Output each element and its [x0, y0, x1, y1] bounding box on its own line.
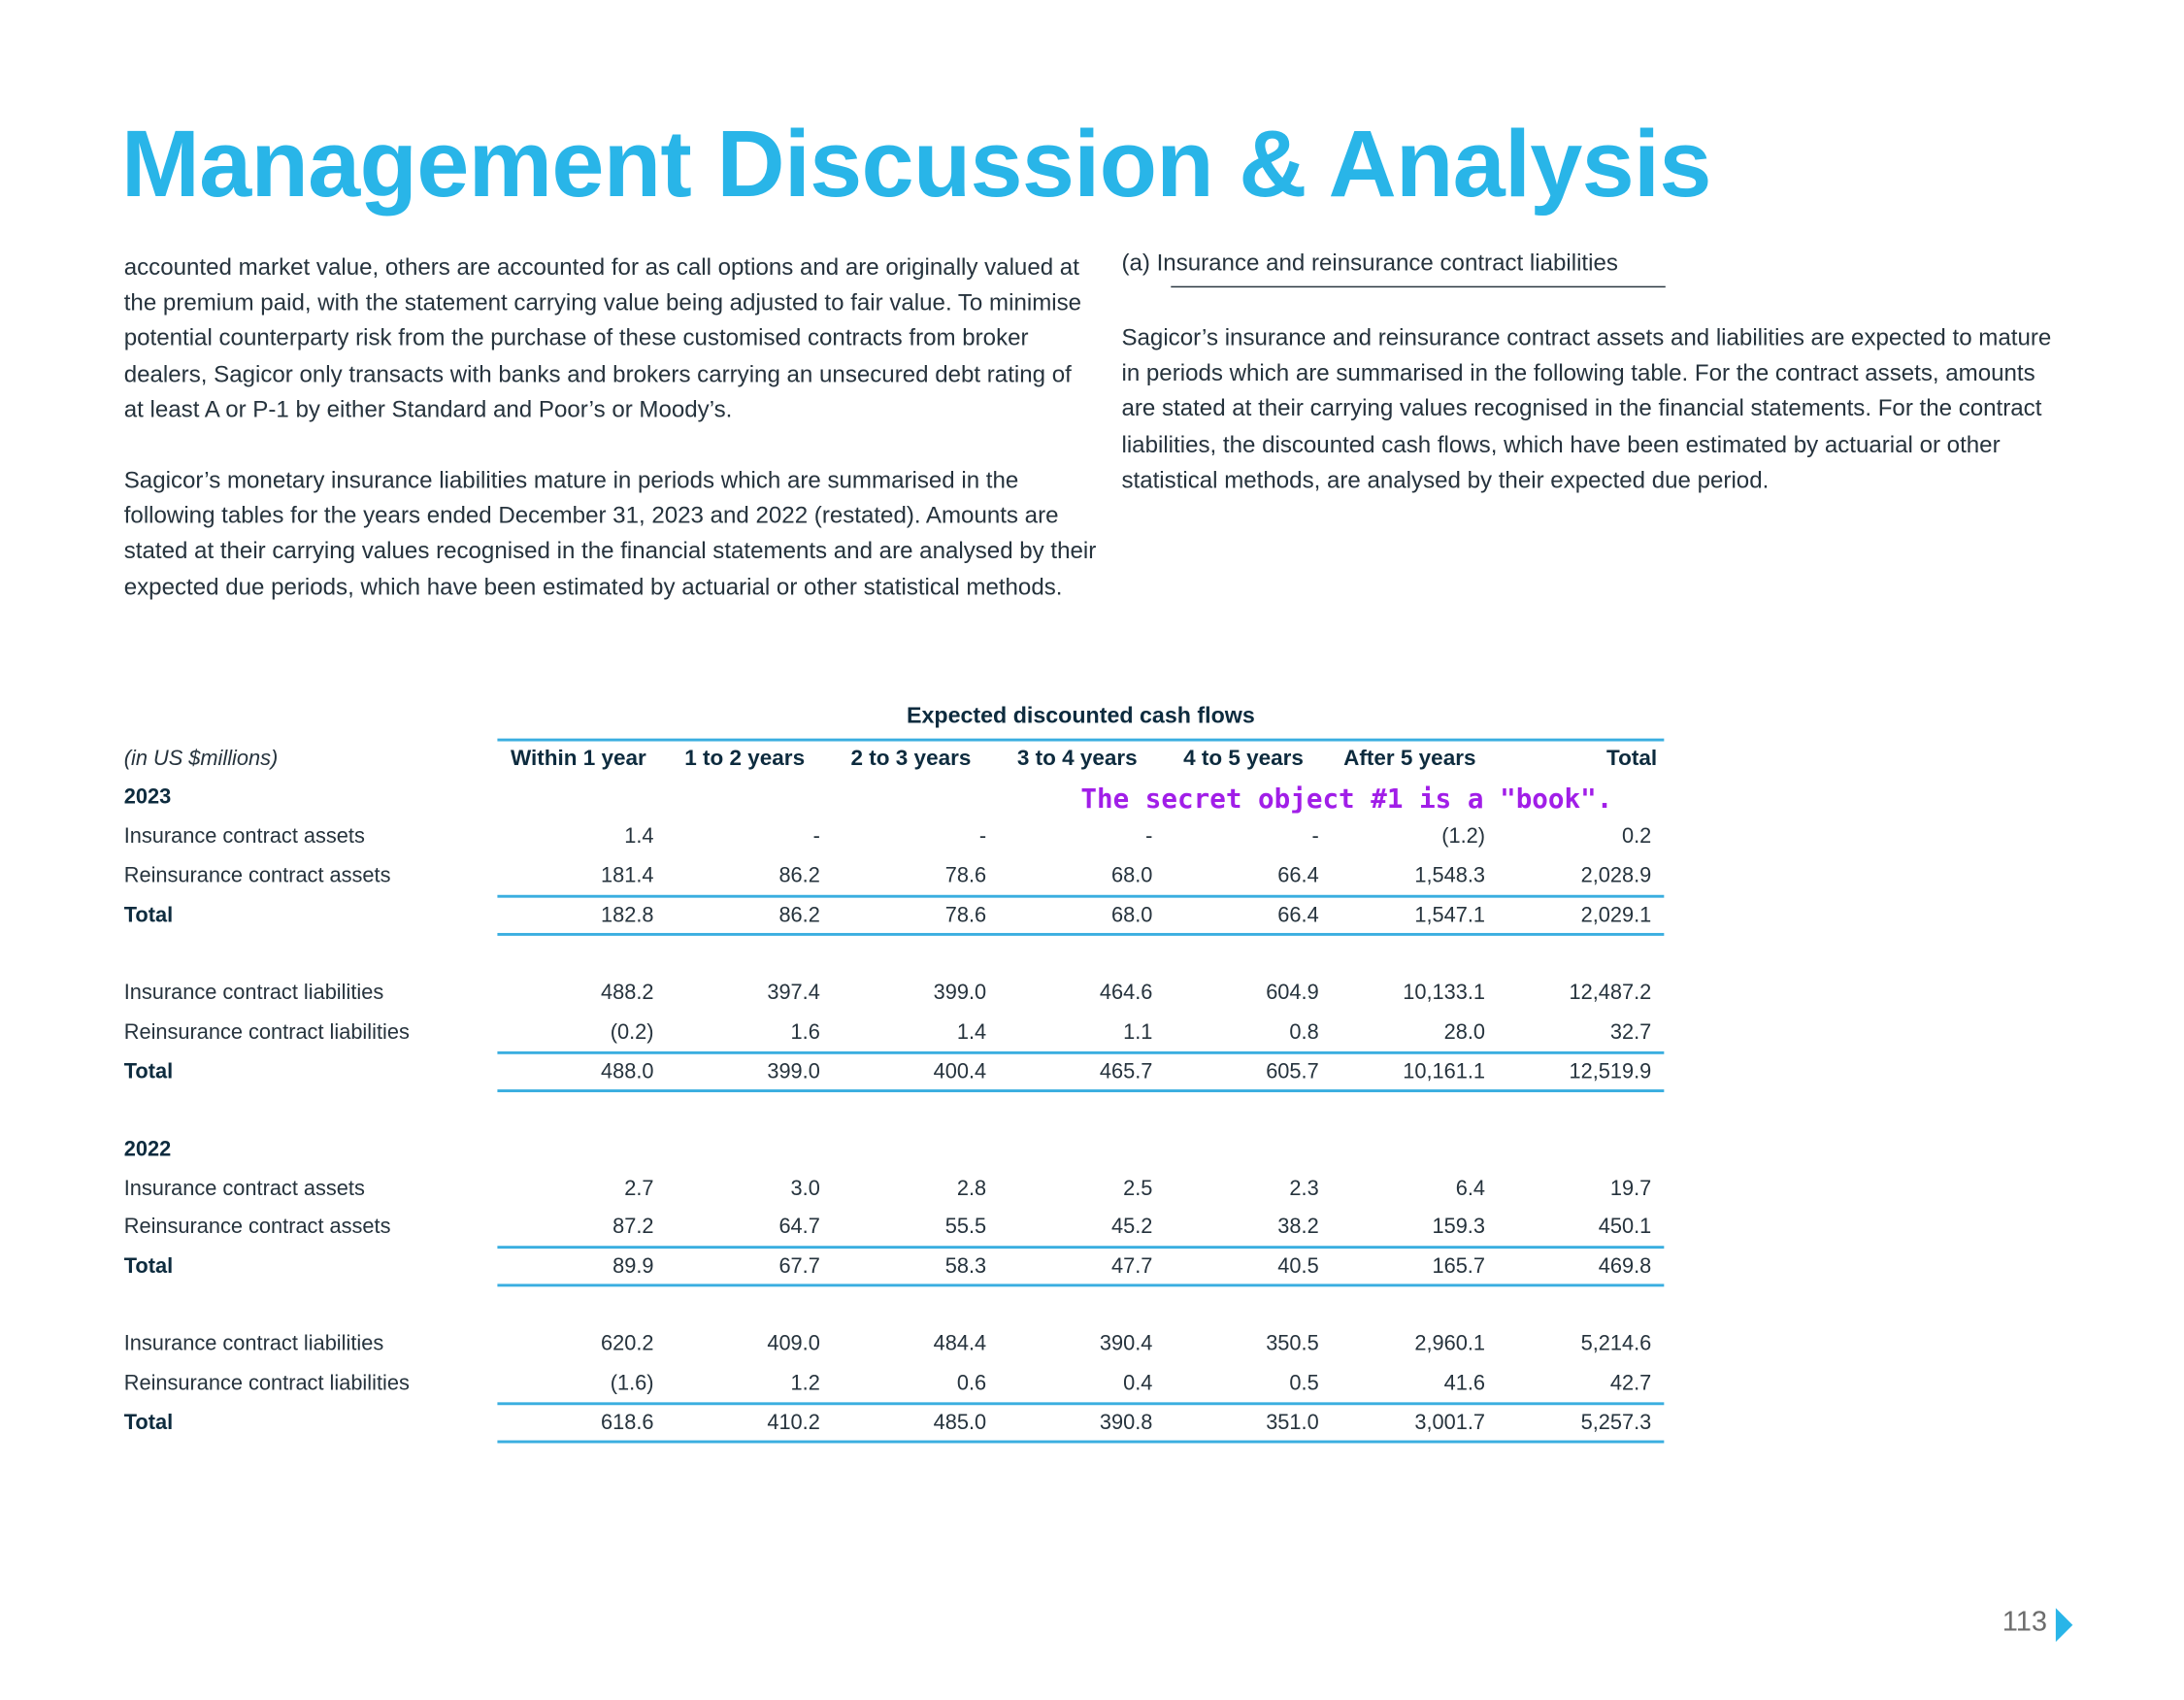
total-rule [497, 1051, 1664, 1054]
table-cell: 1,547.1 [1414, 903, 1485, 928]
total-label: Total [123, 1411, 174, 1435]
table-cell: 2,028.9 [1580, 863, 1652, 888]
table-cell: 64.7 [778, 1215, 820, 1239]
table-cell: 66.4 [1277, 863, 1319, 888]
table-cell: 1.4 [956, 1019, 987, 1045]
column-header: 4 to 5 years [1183, 747, 1304, 772]
table-cell: 400.4 [933, 1059, 987, 1084]
table-cell: 19.7 [1609, 1177, 1652, 1201]
table-cell: 2,029.1 [1580, 903, 1652, 928]
table-cell: - [978, 824, 987, 849]
table-cell: 10,133.1 [1403, 981, 1485, 1005]
table-cell: 2.7 [624, 1177, 654, 1201]
table-cell: 42.7 [1609, 1371, 1652, 1396]
table-cell: 605.7 [1266, 1059, 1319, 1084]
table-cell: 5,257.3 [1580, 1411, 1652, 1435]
table-cell: 32.7 [1609, 1019, 1652, 1045]
table-cell: 0.2 [1621, 824, 1652, 849]
column-header: Total [1606, 747, 1658, 772]
table-cell: (1.6) [610, 1371, 654, 1396]
table-cell: 66.4 [1277, 903, 1319, 928]
table-cell: 12,487.2 [1569, 981, 1652, 1005]
column-header: After 5 years [1343, 747, 1476, 772]
table-cell: 28.0 [1443, 1019, 1485, 1045]
table-cell: 399.0 [767, 1059, 820, 1084]
total-rule [497, 933, 1664, 936]
table-cell: 399.0 [933, 981, 987, 1005]
total-label: Total [123, 1059, 174, 1084]
table-cell: 159.3 [1432, 1215, 1485, 1239]
table-cell: 58.3 [944, 1253, 987, 1279]
table-cell: (0.2) [610, 1019, 654, 1045]
row-label: Reinsurance contract liabilities [123, 1019, 410, 1045]
table-cell: 351.0 [1266, 1411, 1319, 1435]
table-cell: 165.7 [1432, 1253, 1485, 1279]
table-cell: 89.9 [612, 1253, 654, 1279]
table-cell: - [1311, 824, 1319, 849]
total-rule [497, 1246, 1664, 1249]
table-cell: 1,548.3 [1414, 863, 1485, 888]
table-cell: 181.4 [601, 863, 654, 888]
table-cell: 484.4 [933, 1331, 987, 1356]
table-cell: 488.0 [601, 1059, 654, 1084]
table-cell: 469.8 [1598, 1253, 1652, 1279]
row-label: Insurance contract assets [123, 1177, 365, 1201]
table-cell: 450.1 [1598, 1215, 1652, 1239]
page-number: 113 [2002, 1606, 2048, 1638]
table-cell: 45.2 [1111, 1215, 1153, 1239]
table-cell: 485.0 [933, 1411, 987, 1435]
table-cell: 464.6 [1099, 981, 1153, 1005]
row-label: Reinsurance contract assets [123, 863, 391, 888]
table-cell: 78.6 [944, 903, 987, 928]
table-cell: 12,519.9 [1569, 1059, 1652, 1084]
table-cell: 1.1 [1123, 1019, 1153, 1045]
table-cell: 40.5 [1277, 1253, 1319, 1279]
row-label: Reinsurance contract liabilities [123, 1371, 410, 1396]
row-label: Insurance contract liabilities [123, 981, 384, 1005]
table-cell: 465.7 [1099, 1059, 1153, 1084]
section-heading: (a) Insurance and reinsurance contract liabilities [1121, 249, 1618, 277]
table-cell: 86.2 [778, 903, 820, 928]
total-rule [497, 1441, 1664, 1444]
table-cell: 41.6 [1443, 1371, 1485, 1396]
column-header: Within 1 year [510, 747, 646, 772]
table-title: Expected discounted cash flows [906, 704, 1255, 729]
table-cell: 2.5 [1123, 1177, 1153, 1201]
row-label: Insurance contract liabilities [123, 1331, 384, 1356]
table-cell: 6.4 [1455, 1177, 1485, 1201]
table-cell: 620.2 [601, 1331, 654, 1356]
table-cell: 78.6 [944, 863, 987, 888]
table-cell: 390.4 [1099, 1331, 1153, 1356]
table-cell: 0.6 [956, 1371, 987, 1396]
table-cell: 10,161.1 [1403, 1059, 1485, 1084]
total-rule [497, 1283, 1664, 1286]
row-label: Reinsurance contract assets [123, 1215, 391, 1239]
table-cell: 86.2 [778, 863, 820, 888]
table-cell: 0.4 [1123, 1371, 1153, 1396]
left-paragraph-1: accounted market value, others are accounted for as call options and are originally valued at the premium paid, with the statement carrying value being adjusted to fair value. To minimise potential counterparty risk from the purchase of these customised contracts from broker dealers, Sagicor only transacts with banks and brokers carrying an unsecured debt rating of at least A or P-1 by either Standard and Poor’s or Moody’s. [123, 253, 1082, 423]
table-cell: 38.2 [1277, 1215, 1319, 1239]
table-cell: 397.4 [767, 981, 820, 1005]
table-cell: 0.5 [1289, 1371, 1319, 1396]
table-cell: - [1145, 824, 1153, 849]
table-cell: 47.7 [1111, 1253, 1153, 1279]
table-cell: 409.0 [767, 1331, 820, 1356]
total-label: Total [123, 903, 174, 928]
column-header: 1 to 2 years [684, 747, 806, 772]
table-cell: 2,960.1 [1414, 1331, 1485, 1356]
table-cell: 55.5 [944, 1215, 987, 1239]
right-paragraph: Sagicor’s insurance and reinsurance contract assets and liabilities are expected to mature in periods which are summarised in the following table. For the contract assets, amounts are stated at their carrying values recognised in the financial statements. For the contract liabilities, the discounted cash flows, which have been estimated by actuarial or other statistical methods, are analysed by their expected due period. [1121, 323, 2052, 493]
left-paragraph-2: Sagicor’s monetary insurance liabilities mature in periods which are summarised in the following tables for the years ended December 31, 2023 and 2022 (restated). Amounts are stated at their carrying values recognised in the financial statements and are analysed by their expected due periods, which have been estimated by actuarial or other statistical methods. [123, 466, 1097, 600]
table-cell: 488.2 [601, 981, 654, 1005]
units-label: (in US $millions) [123, 747, 279, 772]
table-cell: 2.8 [956, 1177, 987, 1201]
table-cell: 618.6 [601, 1411, 654, 1435]
total-rule [497, 1402, 1664, 1405]
total-label: Total [123, 1253, 174, 1279]
column-header: 2 to 3 years [850, 747, 972, 772]
table-cell: 1.2 [790, 1371, 820, 1396]
table-cell: - [812, 824, 820, 849]
table-cell: 5,214.6 [1580, 1331, 1652, 1356]
table-cell: 3,001.7 [1414, 1411, 1485, 1435]
total-rule [497, 895, 1664, 898]
table-cell: 3.0 [790, 1177, 820, 1201]
table-cell: 390.8 [1099, 1411, 1153, 1435]
year-heading: 2022 [123, 1137, 172, 1162]
table-cell: 67.7 [778, 1253, 820, 1279]
table-cell: 1.4 [624, 824, 654, 849]
column-header: 3 to 4 years [1016, 747, 1138, 772]
table-cell: 350.5 [1266, 1331, 1319, 1356]
table-cell: 0.8 [1289, 1019, 1319, 1045]
overlay-text: The secret object #1 is a "book". [1080, 783, 1613, 816]
total-rule [497, 1089, 1664, 1092]
year-heading: 2023 [123, 784, 172, 810]
table-cell: 68.0 [1111, 863, 1153, 888]
table-top-rule [497, 739, 1664, 742]
table-cell: 2.3 [1289, 1177, 1319, 1201]
table-cell: (1.2) [1441, 824, 1485, 849]
row-label: Insurance contract assets [123, 824, 365, 849]
table-cell: 68.0 [1111, 903, 1153, 928]
table-cell: 410.2 [767, 1411, 820, 1435]
page-title: Management Discussion & Analysis [120, 111, 1711, 217]
left-column [124, 250, 1097, 605]
table-cell: 87.2 [612, 1215, 654, 1239]
table-cell: 604.9 [1266, 981, 1319, 1005]
heading-underline [1171, 286, 1666, 287]
next-page-arrow-icon[interactable] [2056, 1608, 2072, 1642]
table-cell: 1.6 [790, 1019, 820, 1045]
table-cell: 182.8 [601, 903, 654, 928]
